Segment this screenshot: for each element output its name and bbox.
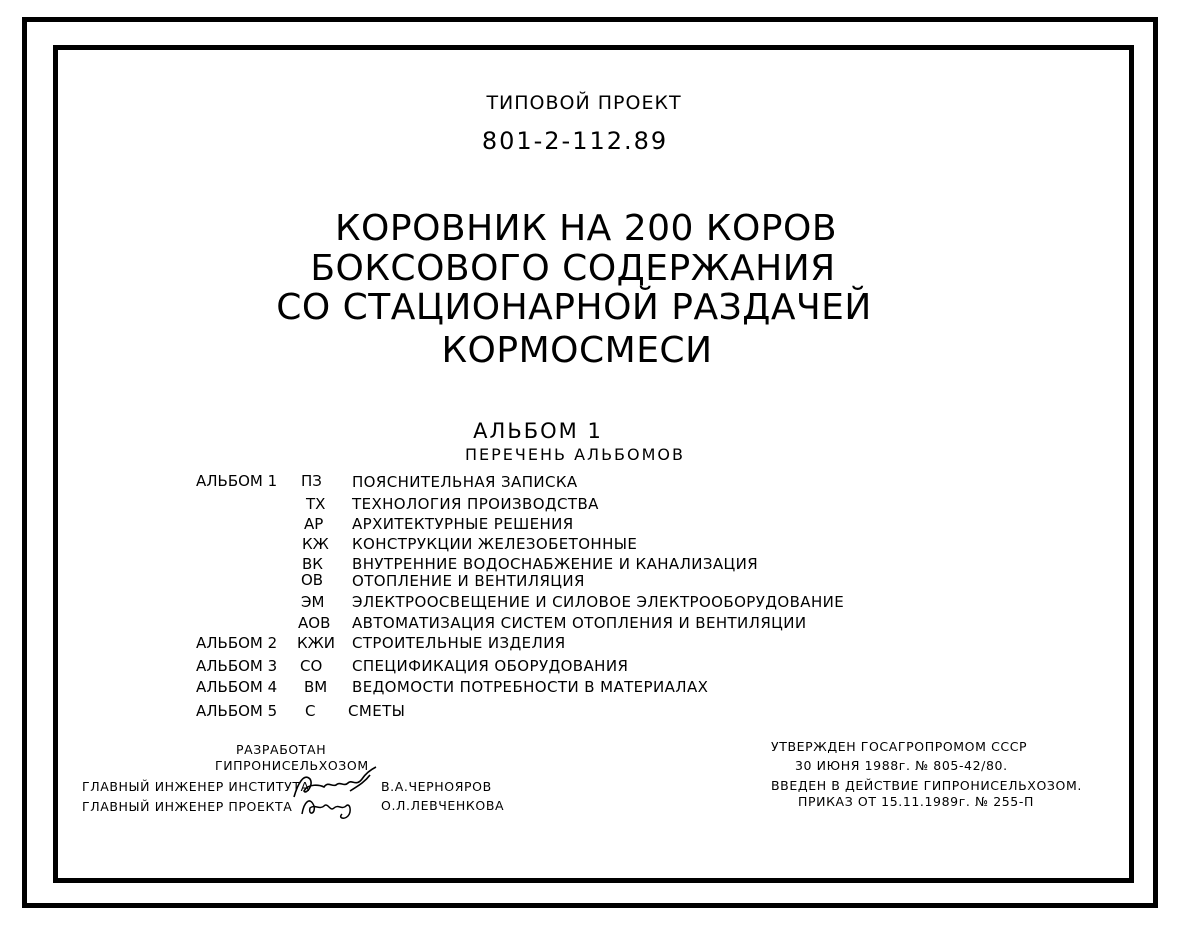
contents-desc: ПОЯСНИТЕЛЬНАЯ ЗАПИСКА: [352, 473, 578, 491]
contents-code: АР: [304, 515, 324, 533]
contents-code: АОВ: [298, 614, 331, 632]
title-line-2: БОКСОВОГО СОДЕРЖАНИЯ: [310, 248, 836, 289]
contents-desc: СМЕТЫ: [348, 702, 406, 720]
developed-org: ГИПРОНИСЕЛЬХОЗОМ: [215, 758, 369, 773]
contents-code: КЖ: [302, 535, 329, 553]
contents-code: ТХ: [306, 495, 326, 513]
title-line-3: СО СТАЦИОНАРНОЙ РАЗДАЧЕЙ: [276, 287, 872, 328]
contents-desc: ЭЛЕКТРООСВЕЩЕНИЕ И СИЛОВОЕ ЭЛЕКТРООБОРУДОВАНИЕ: [352, 593, 845, 611]
title-line-1: КОРОВНИК НА 200 КОРОВ: [334, 208, 838, 249]
contents-desc: ВНУТРЕННИЕ ВОДОСНАБЖЕНИЕ И КАНАЛИЗАЦИЯ: [352, 555, 759, 573]
contents-desc: КОНСТРУКЦИИ ЖЕЛЕЗОБЕТОННЫЕ: [352, 535, 638, 553]
contents-code: ПЗ: [301, 472, 322, 490]
contents-code: СО: [300, 657, 323, 675]
contents-code: ВК: [302, 555, 323, 573]
approved-line-2: 30 ИЮНЯ 1988г. № 805-42/80.: [795, 758, 1008, 773]
chief-project-name: О.Л.ЛЕВЧЕНКОВА: [381, 798, 505, 813]
album-label: АЛЬБОМ 1: [473, 419, 603, 443]
chief-project-label: ГЛАВНЫЙ ИНЖЕНЕР ПРОЕКТА: [82, 799, 293, 814]
header-typical-project: ТИПОВОЙ ПРОЕКТ: [486, 92, 682, 114]
contents-desc: АВТОМАТИЗАЦИЯ СИСТЕМ ОТОПЛЕНИЯ И ВЕНТИЛЯЦИИ: [352, 614, 807, 632]
approved-line-4: ПРИКАЗ ОТ 15.11.1989г. № 255-П: [798, 794, 1034, 809]
contents-album: АЛЬБОМ 3: [196, 657, 278, 675]
contents-desc: АРХИТЕКТУРНЫЕ РЕШЕНИЯ: [352, 515, 574, 533]
chief-institute-name: В.А.ЧЕРНОЯРОВ: [381, 779, 492, 794]
project-number: 801-2-112.89: [481, 127, 669, 155]
contents-code: ЭМ: [301, 593, 325, 611]
contents-desc: ОТОПЛЕНИЕ И ВЕНТИЛЯЦИЯ: [352, 572, 585, 590]
chief-institute-label: ГЛАВНЫЙ ИНЖЕНЕР ИНСТИТУТА: [82, 779, 310, 794]
contents-album: АЛЬБОМ 2: [196, 634, 278, 652]
contents-album: АЛЬБОМ 4: [196, 678, 278, 696]
contents-code: С: [305, 702, 316, 720]
contents-album: АЛЬБОМ 1: [196, 472, 278, 490]
developed-label: РАЗРАБОТАН: [236, 742, 327, 757]
contents-album: АЛЬБОМ 5: [196, 702, 278, 720]
album-list-title: ПЕРЕЧЕНЬ АЛЬБОМОВ: [465, 445, 685, 464]
contents-code: КЖИ: [297, 634, 336, 652]
contents-desc: ВЕДОМОСТИ ПОТРЕБНОСТИ В МАТЕРИАЛАХ: [352, 678, 709, 696]
approved-line-1: УТВЕРЖДЕН ГОСАГРОПРОМОМ СССР: [771, 739, 1028, 754]
contents-desc: ТЕХНОЛОГИЯ ПРОИЗВОДСТВА: [352, 495, 599, 513]
approved-line-3: ВВЕДЕН В ДЕЙСТВИЕ ГИПРОНИСЕЛЬХОЗОМ.: [771, 778, 1082, 793]
title-line-4: КОРМОСМЕСИ: [441, 330, 713, 371]
signature-chief-project: [298, 792, 358, 822]
contents-code: ОВ: [301, 571, 324, 589]
contents-desc: СПЕЦИФИКАЦИЯ ОБОРУДОВАНИЯ: [352, 657, 629, 675]
contents-code: ВМ: [304, 678, 328, 696]
contents-desc: СТРОИТЕЛЬНЫЕ ИЗДЕЛИЯ: [352, 634, 566, 652]
